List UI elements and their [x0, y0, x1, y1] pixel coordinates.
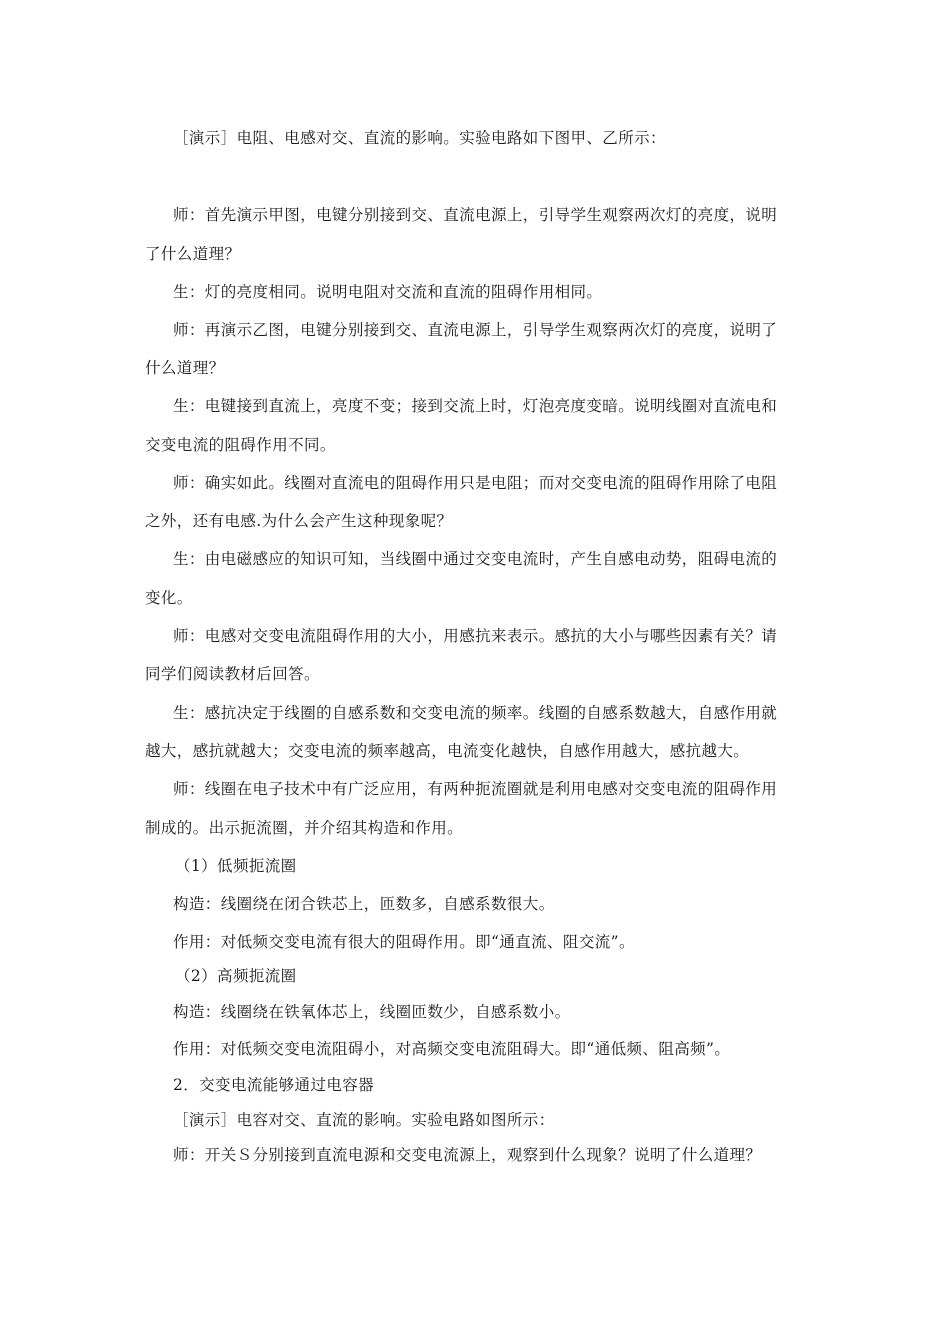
paragraph-continuation: 变化。: [145, 589, 193, 607]
paragraph-structure: 构造：线圈绕在铁氧体芯上，线圈匝数少，自感系数小。: [173, 1003, 571, 1021]
paragraph-teacher-line: 师：再演示乙图，电键分别接到交、直流电源上，引导学生观察两次灯的亮度，说明了: [173, 321, 778, 339]
paragraph-continuation: 同学们阅读教材后回答。: [145, 665, 320, 683]
paragraph-demo-capacitor: ［演示］电容对交、直流的影响。实验电路如图所示：: [173, 1111, 555, 1129]
paragraph-teacher-line: 师：线圈在电子技术中有广泛应用，有两种扼流圈就是利用电感对交变电流的阻碍作用: [173, 780, 778, 798]
paragraph-structure: 构造：线圈绕在闭合铁芯上，匝数多，自感系数很大。: [173, 895, 555, 913]
paragraph-student-line: 生：灯的亮度相同。说明电阻对交流和直流的阻碍作用相同。: [173, 283, 603, 301]
section-heading-capacitor: 2．交变电流能够通过电容器: [173, 1076, 375, 1094]
paragraph-continuation: 制成的。出示扼流圈，并介绍其构造和作用。: [145, 819, 464, 837]
paragraph-function: 作用：对低频交变电流阻碍小，对高频交变电流阻碍大。即“通低频、阻高频”。: [173, 1040, 731, 1058]
paragraph-student-line: 生：电键接到直流上，亮度不变；接到交流上时，灯泡亮度变暗。说明线圈对直流电和: [173, 397, 778, 415]
paragraph-continuation: 越大，感抗就越大；交变电流的频率越高，电流变化越快，自感作用越大，感抗越大。: [145, 742, 750, 760]
paragraph-student-line: 生：感抗决定于线圈的自感系数和交变电流的频率。线圈的自感系数越大，自感作用就: [173, 704, 778, 722]
paragraph-teacher-line: 师：首先演示甲图，电键分别接到交、直流电源上，引导学生观察两次灯的亮度，说明: [173, 206, 778, 224]
subheading-low-frequency-choke: （1）低频扼流圈: [175, 857, 297, 875]
paragraph-continuation: 交变电流的阻碍作用不同。: [145, 436, 336, 454]
paragraph-continuation: 之外，还有电感.为什么会产生这种现象呢？: [145, 512, 453, 530]
paragraph-student-line: 生：由电磁感应的知识可知，当线圈中通过交变电流时，产生自感电动势，阻碍电流的: [173, 550, 778, 568]
paragraph-teacher-line: 师：开关Ｓ分别接到直流电源和交变电流源上，观察到什么现象？说明了什么道理？: [173, 1146, 762, 1164]
paragraph-demo-intro: ［演示］电阻、电感对交、直流的影响。实验电路如下图甲、乙所示：: [173, 129, 666, 147]
subheading-high-frequency-choke: （2）高频扼流圈: [175, 967, 297, 985]
paragraph-continuation: 什么道理？: [145, 359, 225, 377]
paragraph-function: 作用：对低频交变电流有很大的阻碍作用。即“通直流、阻交流”。: [173, 933, 635, 951]
paragraph-continuation: 了什么道理？: [145, 245, 241, 263]
paragraph-teacher-line: 师：电感对交变电流阻碍作用的大小，用感抗来表示。感抗的大小与哪些因素有关？请: [173, 627, 778, 645]
paragraph-teacher-line: 师：确实如此。线圈对直流电的阻碍作用只是电阻；而对交变电流的阻碍作用除了电阻: [173, 474, 778, 492]
